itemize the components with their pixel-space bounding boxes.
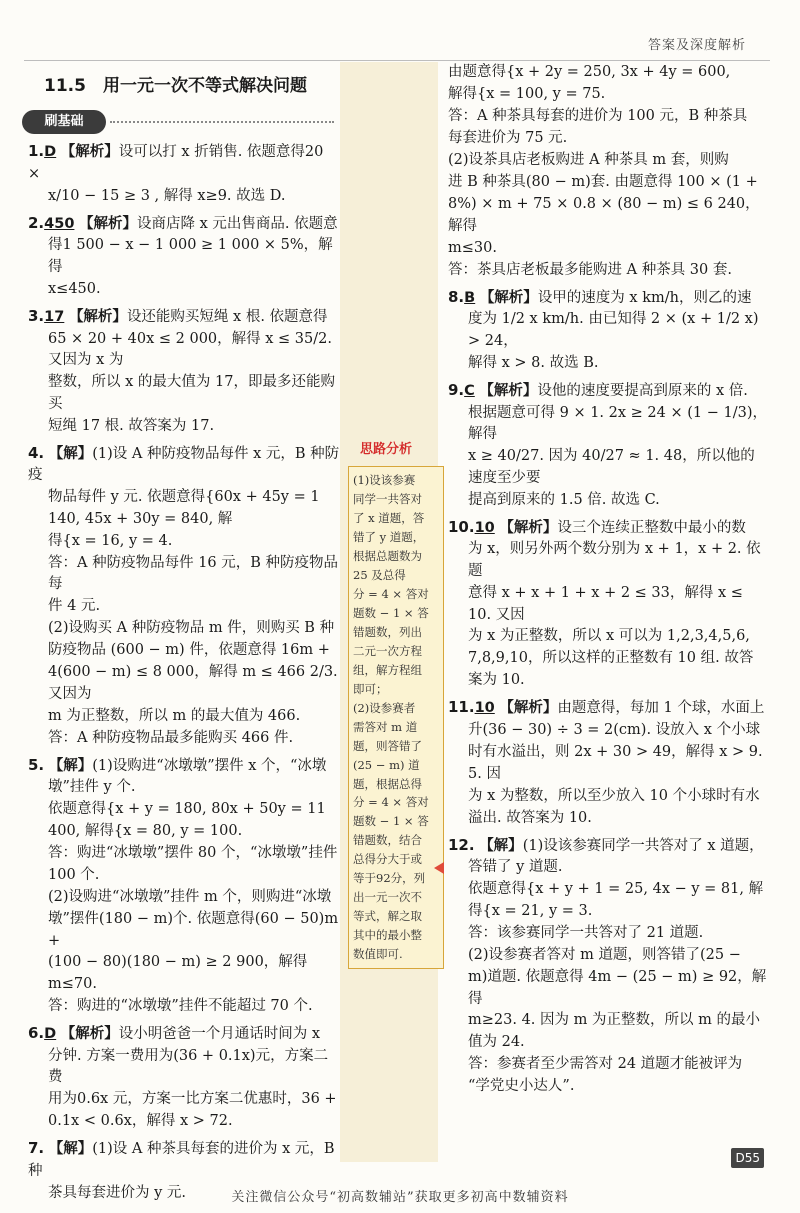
answer-line (28, 887, 340, 909)
answer-key: B (464, 289, 476, 306)
solution-tag: 【解】 (479, 836, 523, 854)
think-title: 思路分析 (360, 442, 413, 457)
line-text: 解得 x > 8. 故选 B. (468, 354, 599, 371)
line-text: 升(36 − 30) ÷ 3 = 2(cm). 设放入 x 个小球 (468, 722, 761, 738)
header-title: 答案及深度解析 (647, 38, 746, 53)
line-text: m)道题. 依题意得 4m − (25 − m) ≥ 92，解得 (468, 968, 767, 1007)
answer-line (448, 379, 768, 403)
question-number: 12. (448, 835, 475, 854)
answer-line (448, 583, 768, 627)
question-number: 3. (28, 306, 45, 325)
line-text: 提高到原来的 1.5 倍. 故选 C. (468, 491, 660, 508)
line-text: (1)设购进“冰墩墩”摆件 x 个，“冰墩 (92, 757, 327, 774)
line-text: 整数，所以 x 的最大值为 17，即最多还能购买 (48, 374, 335, 412)
answer-line (448, 286, 768, 310)
answer-line (448, 1032, 768, 1054)
answer-block (448, 696, 768, 829)
line-text: 依题意得{x + y + 1 = 25, 4x − y = 81, 解得{x = 21, y = 3. (468, 881, 764, 919)
think-line: 题数 − 1 × 答 (353, 605, 429, 620)
answer-line (28, 235, 340, 279)
think-line: 即可； (353, 681, 388, 696)
answer-line (448, 128, 768, 150)
question-number: 6. (28, 1023, 45, 1042)
line-text: m≤30. (448, 239, 497, 256)
line-text: 7,8,9,10，所以这样的正整数有 10 组. 故答 (468, 650, 754, 667)
answer-line (28, 329, 340, 373)
solution-tag: 【解】 (48, 1140, 93, 1157)
answer-line (448, 260, 768, 282)
answer-line (448, 150, 768, 172)
answer-line (28, 1022, 340, 1046)
answer-line (448, 1076, 768, 1098)
line-text: 用为0.6x 元，方案一比方案二优惠时，36 + (48, 1091, 337, 1107)
line-text: 根据题意可得 9 × 1. 2x ≥ 24 × (1 − 1/3)，解得 (468, 404, 767, 443)
line-text: (1)设 A 种防疫物品每件 x 元，B 种防疫 (28, 445, 340, 484)
think-line: 需答对 m 道 (353, 719, 418, 734)
line-text: 设还能购买短绳 x 根. 依题意得 (126, 308, 328, 325)
line-text: 得1 500 − x − 1 000 ≥ 1 000 × 5%，解得 (48, 237, 333, 275)
solution-tag: 【解析】 (60, 1024, 119, 1042)
answer-line (448, 808, 768, 830)
think-line: 数值即可. (353, 947, 403, 962)
answer-block (28, 754, 340, 1018)
question-number: 5. (28, 755, 45, 774)
answer-line (448, 172, 768, 194)
line-text: 答：A 种茶具每套的进价为 100 元，B 种茶具 (448, 108, 748, 124)
question-number: 8. (448, 287, 465, 306)
answer-line (28, 996, 340, 1018)
think-line: 等于92分，列 (353, 871, 426, 886)
solution-tag: 【解析】 (499, 518, 558, 536)
answer-line (28, 706, 340, 728)
think-line: (25 − m) 道 (353, 757, 420, 772)
line-text: 防疫物品 (600 − m) 件，依题意得 16m + (48, 642, 330, 658)
left-column (28, 140, 340, 1209)
answer-line (448, 648, 768, 670)
answer-line (448, 106, 768, 128)
line-text: 短绳 17 根. 故答案为 17. (48, 417, 215, 434)
line-text: 答：购进的“冰墩墩”挂件不能超过 70 个. (48, 997, 313, 1014)
answer-line (28, 662, 340, 706)
answer-line (28, 372, 340, 416)
line-text: (2)设购进“冰墩墩”挂件 m 个，则购进“冰墩 (48, 888, 332, 905)
line-text: (2)设参赛者答对 m 道题，则答错了(25 − (468, 946, 741, 963)
answer-line (448, 1054, 768, 1076)
think-line: 组，解方程组 (353, 662, 422, 677)
think-line: (2)设参赛者 (353, 700, 416, 715)
answer-line (448, 857, 768, 879)
think-line: 题数 − 1 × 答 (353, 814, 429, 829)
pointer-arrow-icon (434, 862, 444, 874)
answer-line (28, 1111, 340, 1133)
answer-line (448, 1010, 768, 1032)
think-line: 题，根据总得 (353, 776, 422, 791)
line-text: 答：A 种防疫物品最多能购买 466 件. (48, 729, 294, 746)
line-text: 为 x，则另外两个数分别为 x + 1，x + 2. 依题 (468, 541, 761, 579)
footer-note: 关注微信公众号“初高数辅站”获取更多初高中数辅资料 (231, 1190, 569, 1205)
solution-tag: 【解析】 (60, 143, 119, 160)
answer-line (28, 843, 340, 865)
think-line: 二元一次方程 (353, 643, 422, 658)
line-text: 答错了 y 道题. (468, 859, 563, 876)
think-line: 了 x 道题，答 (353, 510, 425, 525)
answer-line (28, 952, 340, 996)
section-badge: 刷基础 (22, 110, 106, 134)
answer-line (28, 909, 340, 953)
question-number: 2. (28, 213, 45, 232)
answer-line (448, 696, 768, 720)
question-number: 4. (28, 443, 45, 462)
answer-line (448, 879, 768, 923)
answer-line (28, 305, 340, 329)
line-text: 值为 24. (468, 1034, 525, 1051)
answer-line (448, 516, 768, 540)
question-number: 11. (448, 698, 475, 717)
line-text: 每套进价为 75 元. (448, 130, 568, 146)
line-text: 依题意得{x + y = 180, 80x + 50y = 11 400, 解得{x = 80, y = 100. (48, 801, 326, 839)
answer-line (28, 416, 340, 438)
answer-line (448, 194, 768, 238)
line-text: (2)设茶具店老板购进 A 种茶具 m 套，则购 (448, 152, 729, 168)
answer-line (448, 786, 768, 808)
line-text: 设甲的速度为 x km/h，则乙的速 (537, 289, 752, 306)
line-text: 8%) × m + 75 × 0.8 × (80 − m) ≤ 6 240，解得 (448, 196, 760, 234)
answer-line (448, 626, 768, 648)
think-line: 总得分大于或 (353, 852, 422, 867)
line-text: 分钟. 方案一费用为(36 + 0.1x)元，方案二费 (48, 1047, 329, 1086)
answer-line (448, 490, 768, 512)
answer-block (448, 286, 768, 375)
question-number: 10. (448, 517, 475, 536)
line-text: 设可以打 x 折销售. 依题意得20 × (28, 144, 324, 182)
line-text: 4(600 − m) ≤ 8 000，解得 m ≤ 466 2/3. 又因为 (48, 664, 338, 702)
answer-line (448, 742, 768, 786)
answer-line (28, 865, 340, 887)
line-text: 设商店降 x 元出售商品. 依题意 (137, 215, 338, 232)
answer-line (28, 777, 340, 799)
answer-line (28, 442, 340, 488)
line-text: x ≥ 40/27. 因为 40/27 ≈ 1. 48，所以他的速度至少要 (468, 448, 755, 486)
solution-tag: 【解析】 (499, 699, 558, 717)
think-line: 错题数，结合 (353, 833, 422, 848)
answer-line (448, 238, 768, 260)
answer-block (28, 1022, 340, 1133)
question-number: 9. (448, 380, 465, 399)
line-text: 答：茶具店老板最多能购进 A 种茶具 30 套. (448, 261, 732, 278)
badge-divider (110, 121, 334, 123)
answer-line (448, 446, 768, 490)
think-line: 分 = 4 × 答对 (353, 586, 429, 601)
answer-line (28, 618, 340, 640)
line-text: 为 x 为正整数，所以 x 可以为 1,2,3,4,5,6, (468, 628, 750, 645)
line-text: 解得{x = 100, y = 75. (448, 86, 606, 102)
line-text: 为 x 为整数，所以至少放入 10 个小球时有水 (468, 787, 760, 804)
answer-key: C (464, 382, 475, 399)
answer-line (28, 186, 340, 208)
answer-line (448, 967, 768, 1011)
answer-line (448, 670, 768, 692)
think-line: 错了 y 道题， (353, 529, 425, 544)
line-text: 得{x = 16, y = 4. (48, 532, 173, 549)
think-line: 根据总题数为 (353, 548, 422, 563)
answer-line (28, 553, 340, 597)
answer-line (448, 353, 768, 375)
line-text: 度为 1/2 x km/h. 由已知得 2 × (x + 1/2 x) > 24， (468, 311, 759, 349)
question-number: 1. (28, 142, 45, 160)
answer-key: 450 (44, 215, 75, 232)
line-text: 答：该参赛同学一共答对了 21 道题. (468, 924, 704, 941)
answer-block (448, 516, 768, 693)
answer-block (28, 212, 340, 301)
answer-line (448, 62, 768, 84)
answer-block (448, 834, 768, 1099)
solution-tag: 【解】 (48, 444, 93, 462)
line-text: (1)设 A 种茶具每套的进价为 x 元，B 种 (28, 1141, 335, 1179)
line-text: x/10 − 15 ≥ 3 , 解得 x≥9. 故选 D. (48, 187, 286, 204)
answer-line (28, 1046, 340, 1090)
answer-line (448, 309, 768, 353)
answer-line (448, 539, 768, 583)
answer-line (28, 728, 340, 750)
line-text: 墩”挂件 y 个. (48, 779, 136, 796)
solution-tag: 【解】 (48, 756, 93, 774)
line-text: 意得 x + x + 1 + x + 2 ≤ 33，解得 x ≤ 10. 又因 (468, 584, 743, 623)
think-line: 同学一共答对 (353, 491, 422, 506)
line-text: 0.1x < 0.6x，解得 x > 72. (48, 1113, 233, 1129)
answer-line (28, 640, 340, 662)
answer-key: D (44, 144, 57, 160)
think-line: 25 及总得 (353, 567, 406, 582)
solution-tag: 【解析】 (479, 288, 538, 306)
think-line: 题，则答错了 (353, 738, 422, 753)
line-text: (1)设该参赛同学一共答对了 x 道题， (522, 837, 764, 854)
solution-tag: 【解析】 (479, 381, 538, 399)
answer-line (28, 1137, 340, 1183)
answer-line (448, 403, 768, 447)
line-text: (2)设购买 A 种防疫物品 m 件，则购买 B 种 (48, 620, 335, 636)
answer-line (28, 140, 340, 186)
line-text: x≤450. (48, 280, 101, 297)
line-text: 案为 10. (468, 672, 525, 689)
think-line: 等式，解之取 (353, 909, 422, 924)
answer-line (448, 945, 768, 967)
think-box (348, 466, 444, 969)
answer-block (28, 305, 340, 438)
line-text: 设小明爸爸一个月通话时间为 x (118, 1025, 321, 1042)
answer-block (28, 140, 340, 208)
answer-line (448, 720, 768, 742)
answer-line (28, 487, 340, 531)
think-line: 出一元一次不 (353, 890, 422, 905)
line-text: 答：A 种防疫物品每件 16 元，B 种防疫物品每 (48, 554, 339, 593)
line-text: 墩”摆件(180 − m)个. 依题意得(60 − 50)m + (48, 910, 339, 949)
solution-tag: 【解析】 (79, 214, 138, 232)
answer-block (28, 442, 340, 750)
answer-line (28, 212, 340, 236)
line-text: 溢出. 故答案为 10. (468, 809, 592, 826)
line-text: 答：参赛者至少需答对 24 道题才能被评为 (468, 1056, 743, 1073)
answer-line (448, 923, 768, 945)
line-text: “学党史小达人”. (468, 1078, 575, 1095)
answer-line (28, 1089, 340, 1111)
think-line: (1)设该参赛 (353, 473, 416, 487)
line-text: 由题意得，每加 1 个球，水面上 (557, 700, 765, 717)
line-text: 茶具每套进价为 y 元. (48, 1184, 187, 1201)
answer-line (28, 596, 340, 618)
line-text: 物品每件 y 元. 依题意得{60x + 45y = 1 140, 45x + 30y = 840, 解 (48, 489, 320, 527)
page-number: D55 (731, 1148, 764, 1168)
line-text: 设三个连续正整数中最小的数 (557, 519, 746, 536)
line-text: 65 × 20 + 40x ≤ 2 000，解得 x ≤ 35/2. 又因为 x 为 (48, 330, 332, 369)
answer-block (448, 379, 768, 512)
answer-key: 10 (474, 519, 495, 536)
header-divider (24, 60, 770, 61)
line-text: 件 4 元. (48, 598, 101, 614)
line-text: m 为正整数，所以 m 的最大值为 466. (48, 707, 301, 724)
answer-key: D (44, 1025, 57, 1042)
answer-line (28, 799, 340, 843)
question-number: 7. (28, 1139, 45, 1157)
answer-key: 10 (474, 700, 495, 717)
line-text: 由题意得{x + 2y = 250, 3x + 4y = 600, (448, 64, 731, 80)
line-text: 设他的速度要提高到原来的 x 倍. (537, 382, 748, 399)
think-line: 分 = 4 × 答对 (353, 795, 429, 810)
line-text: (100 − 80)(180 − m) ≥ 2 900，解得 m≤70. (48, 954, 308, 992)
section-title: 11.5 用一元一次不等式解决问题 (44, 76, 307, 96)
think-line: 错题数，列出 (353, 624, 422, 639)
line-text: m≥23. 4. 因为 m 为正整数，所以 m 的最小 (468, 1012, 760, 1029)
solution-tag: 【解析】 (68, 307, 127, 325)
line-text: 100 个. (48, 866, 100, 883)
line-text: 进 B 种茶具(80 − m)套. 由题意得 100 × (1 + (448, 174, 758, 190)
right-column (448, 62, 768, 1102)
answer-line (28, 754, 340, 778)
answer-block (448, 62, 768, 282)
answer-line (448, 834, 768, 858)
answer-line (28, 279, 340, 301)
think-line: 其中的最小整 (353, 928, 422, 943)
line-text: 答：购进“冰墩墩”摆件 80 个，“冰墩墩”挂件 (48, 844, 338, 861)
answer-line (448, 84, 768, 106)
answer-line (28, 531, 340, 553)
line-text: 时有水溢出，则 2x + 30 > 49，解得 x > 9. 5. 因 (468, 744, 763, 782)
answer-key: 17 (44, 308, 65, 325)
